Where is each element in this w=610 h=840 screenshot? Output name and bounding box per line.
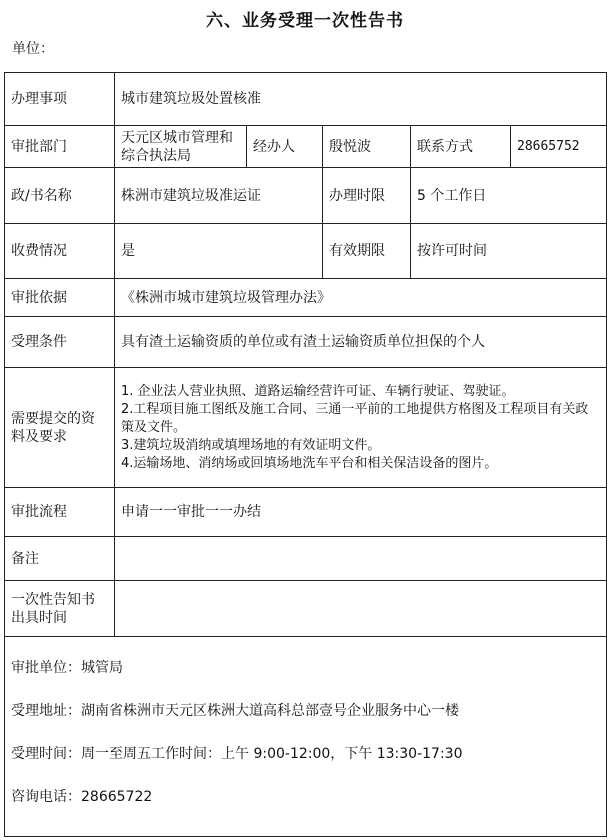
issue-label: 一次性告知书出具时间 bbox=[5, 581, 115, 637]
table-row bbox=[5, 168, 607, 224]
notice-form-table bbox=[4, 72, 607, 837]
acceptance-hours: 受理时间：周一至周五工作时间：上午 9:00-12:00，下午 13:30-17:30 bbox=[11, 746, 463, 762]
handler-value: 殷悦波 bbox=[323, 126, 411, 168]
dept-label: 审批部门 bbox=[5, 126, 115, 168]
materials-label: 需要提交的资料及要求 bbox=[5, 368, 115, 488]
duration-label: 办理时限 bbox=[323, 168, 411, 224]
basis-value: 《株洲市城市建筑垃圾管理办法》 bbox=[115, 279, 607, 317]
list-item: 2.工程项目施工图纸及施工合同、三通一平前的工地提供方格图及工程项目有关政策及文件。 bbox=[121, 401, 589, 435]
validity-value: 按许可时间 bbox=[411, 224, 607, 279]
duration-value: 5 个工作日 bbox=[411, 168, 607, 224]
list-item: 1. 企业法人营业执照、道路运输经营许可证、车辆行驶证、驾驶证。 bbox=[121, 383, 515, 399]
table-row bbox=[5, 73, 607, 126]
remarks-value bbox=[115, 537, 607, 581]
fee-label: 收费情况 bbox=[5, 224, 115, 279]
acceptance-address: 受理地址：湖南省株洲市天元区株洲大道高科总部壹号企业服务中心一楼 bbox=[11, 703, 459, 719]
consult-phone: 咨询电话：28665722 bbox=[11, 789, 153, 805]
table-row bbox=[5, 126, 607, 168]
validity-label: 有效期限 bbox=[323, 224, 411, 279]
page-title: 六、业务受理一次性告书 bbox=[206, 11, 404, 31]
footer-info bbox=[5, 637, 607, 837]
process-value: 申请一一审批一一办结 bbox=[115, 488, 607, 537]
list-item: 4.运输场地、消纳场或回填场地洗车平台和相关保洁设备的图片。 bbox=[121, 455, 498, 471]
table-row bbox=[5, 279, 607, 317]
license-label: 政/书名称 bbox=[5, 168, 115, 224]
approval-unit: 审批单位：城管局 bbox=[11, 660, 123, 676]
table-row bbox=[5, 488, 607, 537]
contact-value: 28665752 bbox=[511, 126, 607, 168]
remarks-label: 备注 bbox=[5, 537, 115, 581]
license-value: 株洲市建筑垃圾准运证 bbox=[115, 168, 323, 224]
handler-label: 经办人 bbox=[247, 126, 323, 168]
materials-list bbox=[115, 368, 607, 488]
process-label: 审批流程 bbox=[5, 488, 115, 537]
table-row bbox=[5, 368, 607, 488]
conditions-value: 具有渣土运输资质的单位或有渣土运输资质单位担保的个人 bbox=[115, 317, 607, 368]
table-row bbox=[5, 224, 607, 279]
item-value: 城市建筑垃圾处置核准 bbox=[115, 73, 607, 126]
item-label: 办理事项 bbox=[5, 73, 115, 126]
table-row bbox=[5, 637, 607, 837]
issue-value bbox=[115, 581, 607, 637]
conditions-label: 受理条件 bbox=[5, 317, 115, 368]
table-row bbox=[5, 581, 607, 637]
list-item: 3.建筑垃圾消纳或填埋场地的有效证明文件。 bbox=[121, 437, 381, 453]
unit-label: 单位： bbox=[12, 41, 54, 57]
table-row bbox=[5, 317, 607, 368]
fee-value: 是 bbox=[115, 224, 323, 279]
dept-value: 天元区城市管理和综合执法局 bbox=[115, 126, 247, 168]
contact-label: 联系方式 bbox=[411, 126, 511, 168]
table-row bbox=[5, 537, 607, 581]
basis-label: 审批依据 bbox=[5, 279, 115, 317]
